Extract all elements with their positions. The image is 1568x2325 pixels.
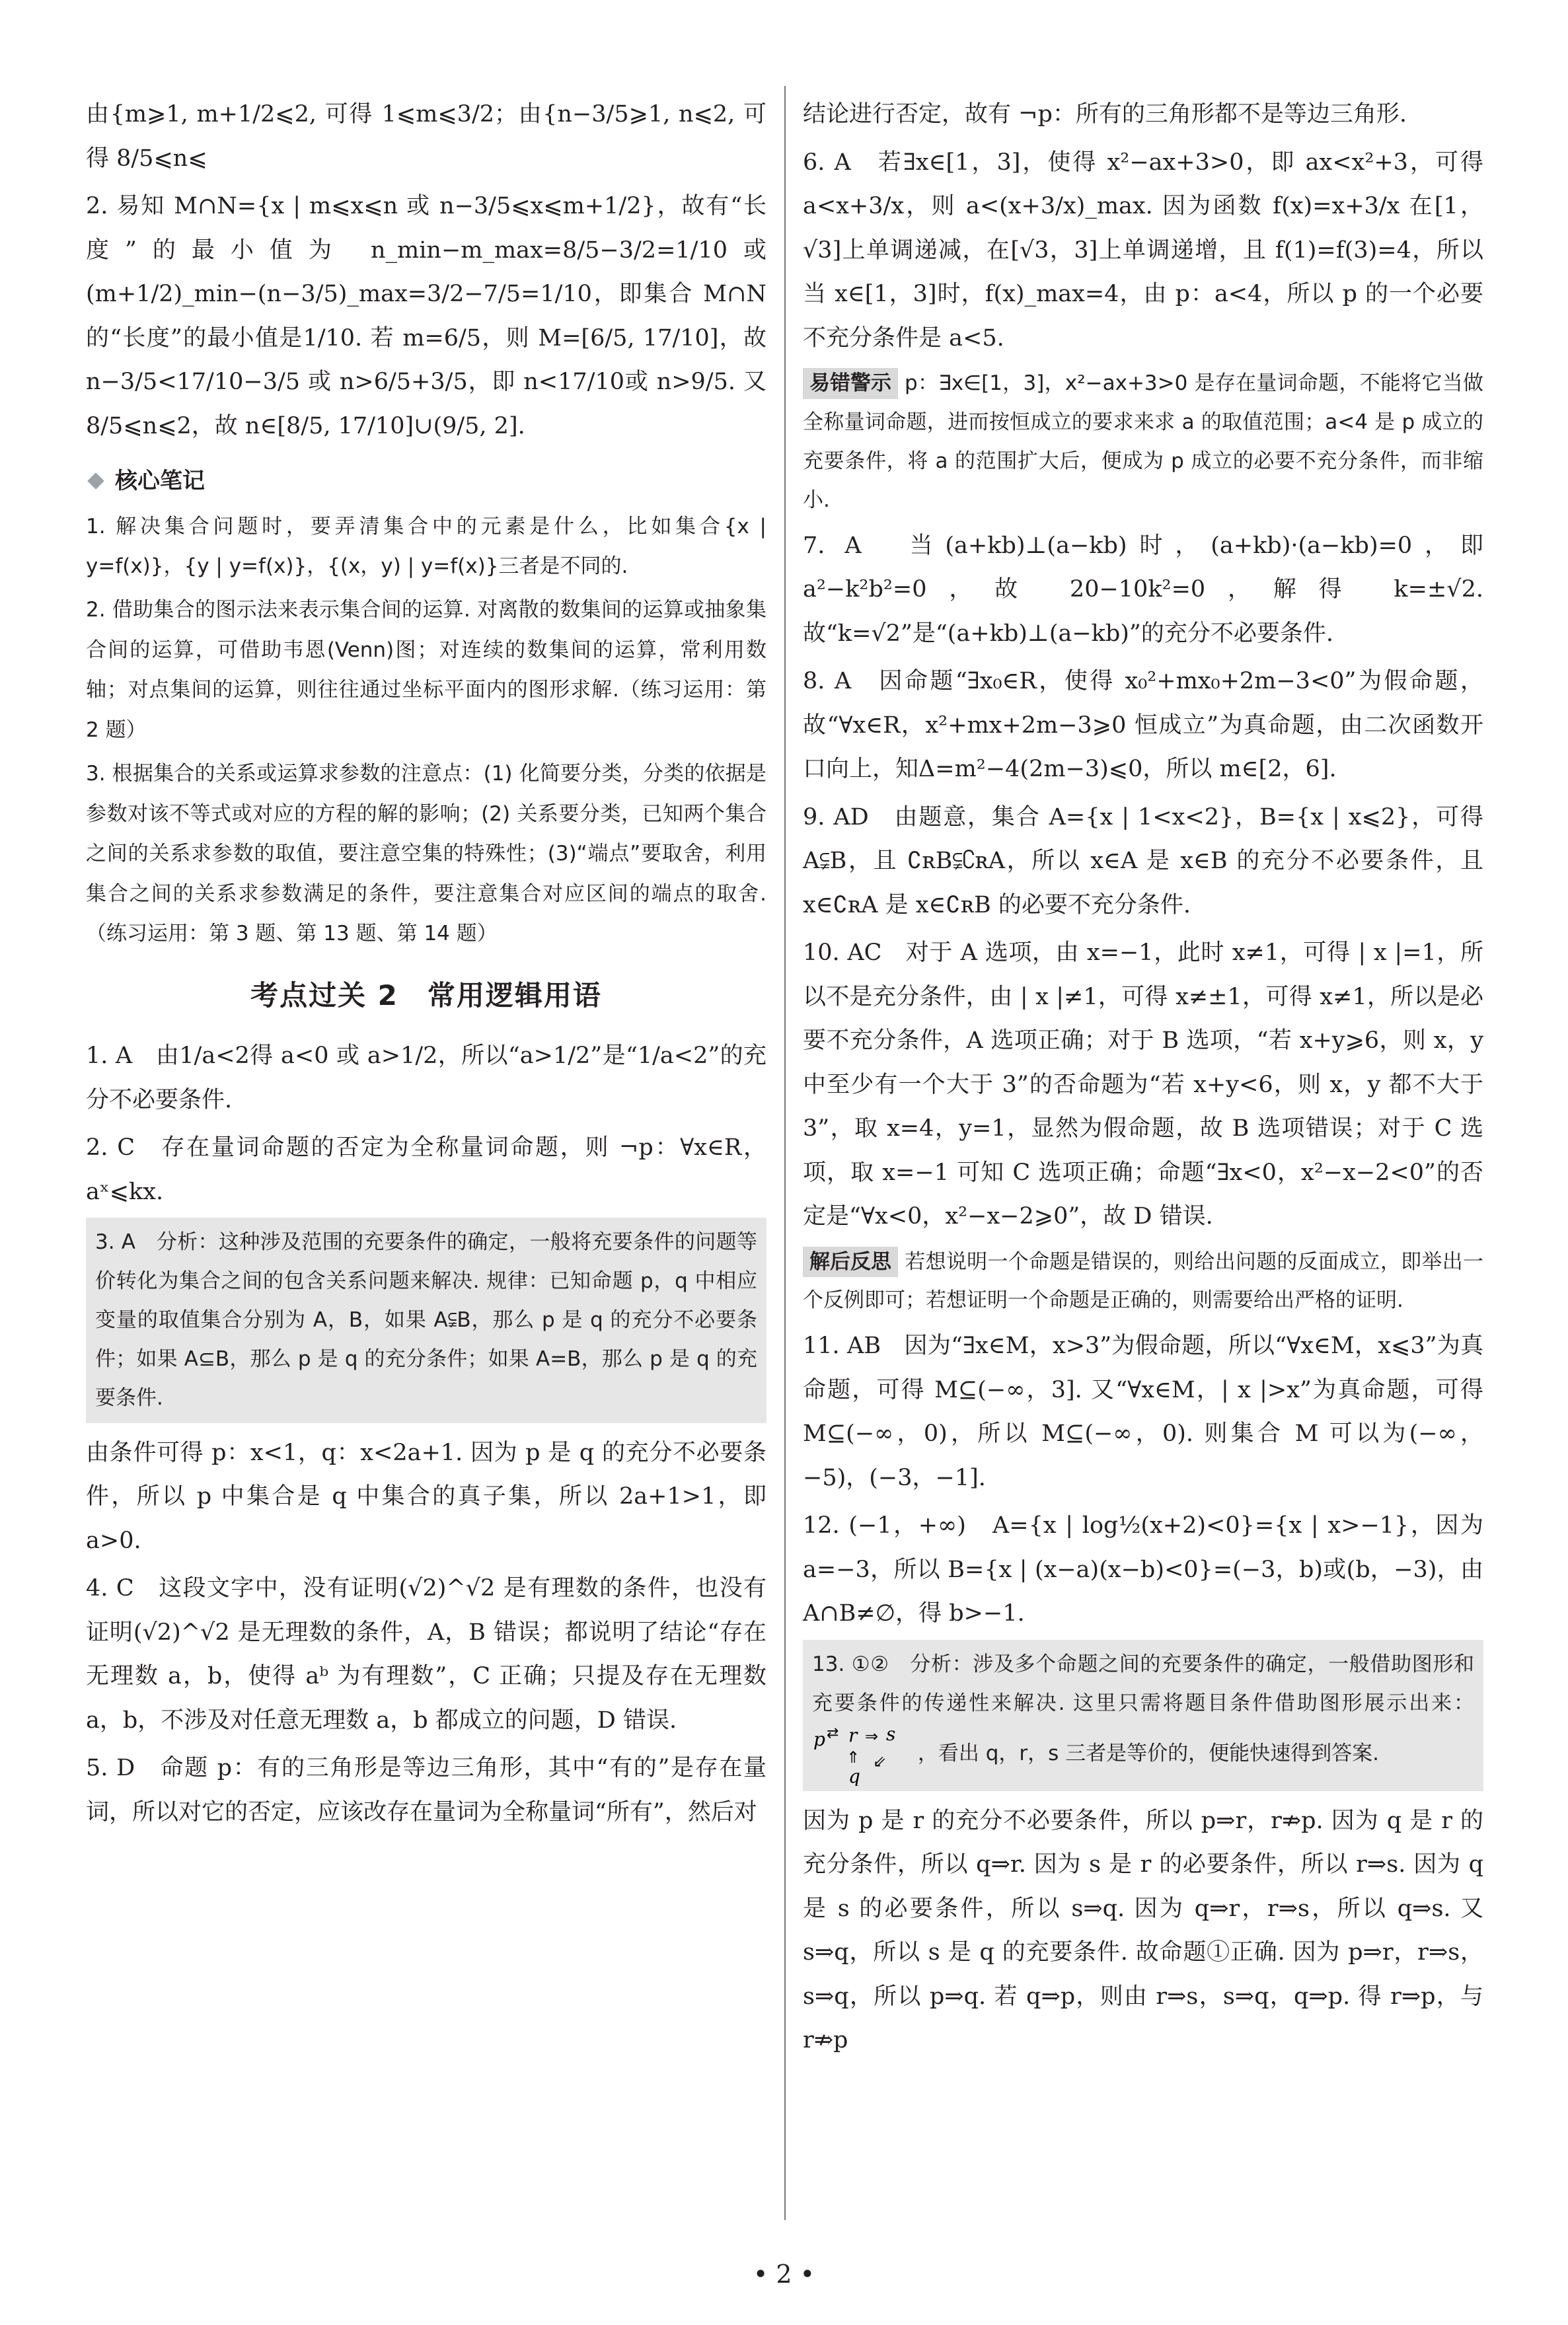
error-warning-tag: 易错警示 [803,368,898,399]
answer-3-analysis: 3. A 分析：这种涉及范围的充要条件的确定，一般将充要条件的问题等价转化为集合之间的包含关系问题来解决. 规律：已知命题 p，q 中相应变量的取值集合分别为 A，B，如果 A⫋B，那么 p 是 q 的充分不必要条件；如果 A⊆B，那么 p 是 q 的充分条件；如果 A=B，那么 p 是 q 的充要条件. [95,1230,757,1410]
answer-2: 2. C 存在量词命题的否定为全称量词命题，则 ¬p：∀x∈R，aˣ⩽kx. [86,1134,766,1205]
diagram-s: s [886,1722,896,1745]
left-para-2: 2. 易知 M∩N={x | m⩽x⩽n 或 n−3/5⩽x⩽m+1/2}，故有“长度”的最小值为 n_min−m_max=8/5−3/2=1/10或(m+1/2)_min−(n−3/5)_max=3/2−7/5=1/10，即集合 M∩N 的“长度”的最小值是1/10. 若 m=6/5，则 M=[6/5, 17/10]，故 n−3/5<17/10−3/5 或 n>6/5+3/5，即 n<17/10或 n>9/5. 又 8/5⩽n⩽2，故 n∈[8/5, 17/10]∪(9/5, 2]. [86,193,766,439]
error-warning [803,364,1483,520]
answer-7: 7. A 当(a+kb)⊥(a−kb)时，(a+kb)·(a−kb)=0，即a²−k²b²=0，故 20−10k²=0，解得 k=±√2. 故“k=√2”是“(a+kb)⊥(a−kb)”的充分不必要条件. [803,532,1483,647]
answer-5-continued: 结论进行否定，故有 ¬p：所有的三角形都不是等边三角形. [803,101,1407,128]
diagram-q: q [848,1765,860,1786]
answer-13-analysis-box [803,1640,1483,1791]
answer-8: 8. A 因命题“∃x₀∈R，使得 x₀²+mx₀+2m−3<0”为假命题，故“∀x∈R，x²+mx+2m−3⩾0 恒成立”为真命题，由二次函数开口向上，知Δ=m²−4(2m−3)⩽0，所以 m∈[2，6]. [803,668,1483,783]
diagram-arrow-qr: ⇑ [846,1748,860,1767]
reflection [803,1243,1483,1321]
answer-6: 6. A 若∃x∈[1，3]，使得 x²−ax+3>0，即 ax<x²+3，可得 a<x+3/x，则 a<(x+3/x)_max. 因为函数 f(x)=x+3/x 在[1，√3]上单调递减，在[√3，3]上单调递增，且 f(1)=f(3)=4，所以当 x∈[1，3]时，f(x)_max=4，由 p：a<4，所以 p 的一个必要不充分条件是 a<5. [803,149,1483,351]
diagram-p: p [813,1728,825,1750]
diagram-arrow-pr: ⇄ [827,1724,839,1742]
core-notes-heading [86,460,766,503]
note-2: 2. 借助集合的图示法来表示集合间的运算. 对离散的数集间的运算或抽象集合间的运算，可借助韦恩(Venn)图；对连续的数集间的运算，常利用数轴；对点集间的运算，则往往通过坐标平面内的图形求解.（练习运用：第 2 题） [86,598,766,742]
section-title: 考点过关 2 常用逻辑用语 [250,979,602,1012]
answer-3-rest: 由条件可得 p：x<1，q：x<2a+1. 因为 p 是 q 的充分不必要条件，所以 p 中集合是 q 中集合的真子集，所以 2a+1>1，即 a>0. [86,1439,766,1554]
note-1: 1. 解决集合问题时，要弄清集合中的元素是什么，比如集合{x | y=f(x)}，{y | y=f(x)}，{(x，y) | y=f(x)}三者是不同的. [86,514,766,579]
right-column [803,92,1483,2067]
core-notes-title: 核心笔记 [115,468,205,494]
answer-3-analysis-box [86,1218,766,1422]
answer-13-analysis-b: ，看出 q，r，s 三者是等价的，便能快速得到答案. [917,1741,1379,1765]
answer-13-rest: 因为 p 是 r 的充分不必要条件，所以 p⇒r，r⇏p. 因为 q 是 r 的充分条件，所以 q⇒r. 因为 s 是 r 的必要条件，所以 r⇒s. 因为 q 是 s 的必要条件，所以 s⇒q. 因为 q⇒r，r⇒s，所以 q⇒s. 又 s⇒q，所以 s 是 q 的充要条件. 故命题①正确. 因为 p⇒r，r⇒s，s⇒q，所以 p⇒q. 若 q⇒p，则由 r⇒s，s⇒q，q⇒p. 得 r⇒p，与 r⇏p [803,1807,1483,2054]
diagram-arrow-sq: ⇙ [873,1752,887,1771]
implication-diagram [812,1723,911,1786]
column-divider [784,86,786,2220]
answer-10: 10. AC 对于 A 选项，由 x=−1，此时 x≠1，可得 | x |=1，所以不是充分条件，由 | x |≠1，可得 x≠±1，可得 x≠1，所以是必要不充分条件，A 选项正确；对于 B 选项，“若 x+y⩾6，则 x，y 中至少有一个大于 3”的否命题为“若 x+y<6，则 x，y 都不大于 3”，取 x=4，y=1，显然为假命题，故 B 选项错误；对于 C 选项，取 x=−1 可知 C 选项正确；命题“∃x<0，x²−x−2<0”的否定是“∀x<0，x²−x−2⩾0”，故 D 错误. [803,940,1483,1230]
answer-13-analysis [812,1645,1474,1786]
reflection-text: 若想说明一个命题是错误的，则给出问题的反面成立，即举出一个反例即可；若想证明一个命题是正确的，则需要给出严格的证明. [803,1249,1483,1313]
diagram-arrow-rs: ⇒ [865,1726,879,1746]
error-warning-text: p：∃x∈[1，3]，x²−ax+3>0 是存在量词命题，不能将它当做全称量词命题，进而按恒成立的要求来求 a 的取值范围；a<4 是 p 成立的充要条件，将 a 的范围扩大后，便成为 p 成立的必要不充分条件，而非缩小. [803,371,1483,512]
left-column [86,92,766,1838]
diamond-icon [87,473,104,490]
answer-1: 1. A 由1/a<2得 a<0 或 a>1/2，所以“a>1/2”是“1/a<2”的充分不必要条件. [86,1043,766,1113]
answer-4: 4. C 这段文字中，没有证明(√2)^√2 是有理数的条件，也没有证明(√2)^√2 是无理数的条件，A，B 错误；都说明了结论“存在无理数 a，b，使得 aᵇ 为有理数”，C 正确；只提及存在无理数 a，b，不涉及对任意无理数 a，b 都成立的问题，D 错误. [86,1575,766,1734]
note-3: 3. 根据集合的关系或运算求参数的注意点：(1) 化简要分类，分类的依据是参数对该不等式或对应的方程的解的影响；(2) 关系要分类，已知两个集合之间的关系求参数的取值，要注意空集的特殊性；(3)“端点”要取舍，利用集合之间的关系求参数满足的条件，要注意集合对应区间的端点的取舍.（练习运用：第 3 题、第 13 题、第 14 题） [86,762,766,945]
answer-13-analysis-a: 13. ①② 分析：涉及多个命题之间的充要条件的确定，一般借助图形和充要条件的传递性来解决. 这里只需将题目条件借助图形展示出来： [812,1652,1474,1715]
answer-9: 9. AD 由题意，集合 A={x | 1<x<2}，B={x | x⩽2}，可得 A⫋B，且 ∁ʀB⫋∁ʀA，所以 x∈A 是 x∈B 的充分不必要条件，且 x∈∁ʀA 是 x∈∁ʀB 的必要不充分条件. [803,803,1483,918]
answer-11: 11. AB 因为“∃x∈M，x>3”为假命题，所以“∀x∈M，x⩽3”为真命题，可得 M⊆(−∞，3]. 又“∀x∈M，| x |>x”为真命题，可得 M⊆(−∞，0)，所以 M⊆(−∞，0). 则集合 M 可以为(−∞，−5)，(−3，−1]. [803,1333,1483,1491]
page-number: • 2 • [753,2260,815,2289]
answer-5: 5. D 命题 p：有的三角形是等边三角形，其中“有的”是存在量词，所以对它的否定，应该改存在量词为全称量词“所有”，然后对 [86,1755,766,1826]
diagram-r: r [848,1724,858,1746]
core-notes [86,507,766,954]
left-para-1: 由{m⩾1, m+1/2⩽2, 可得 1⩽m⩽3/2；由{n−3/5⩾1, n⩽2, 可得 8/5⩽n⩽ [86,101,766,172]
answer-12: 12. (−1，+∞) A={x | log½(x+2)<0}={x | x>−1}，因为 a=−3，所以 B={x | (x−a)(x−b)<0}=(−3，b)或(b，−3)，由 A∩B≠∅，得 b>−1. [803,1512,1483,1627]
reflection-tag: 解后反思 [803,1247,898,1278]
